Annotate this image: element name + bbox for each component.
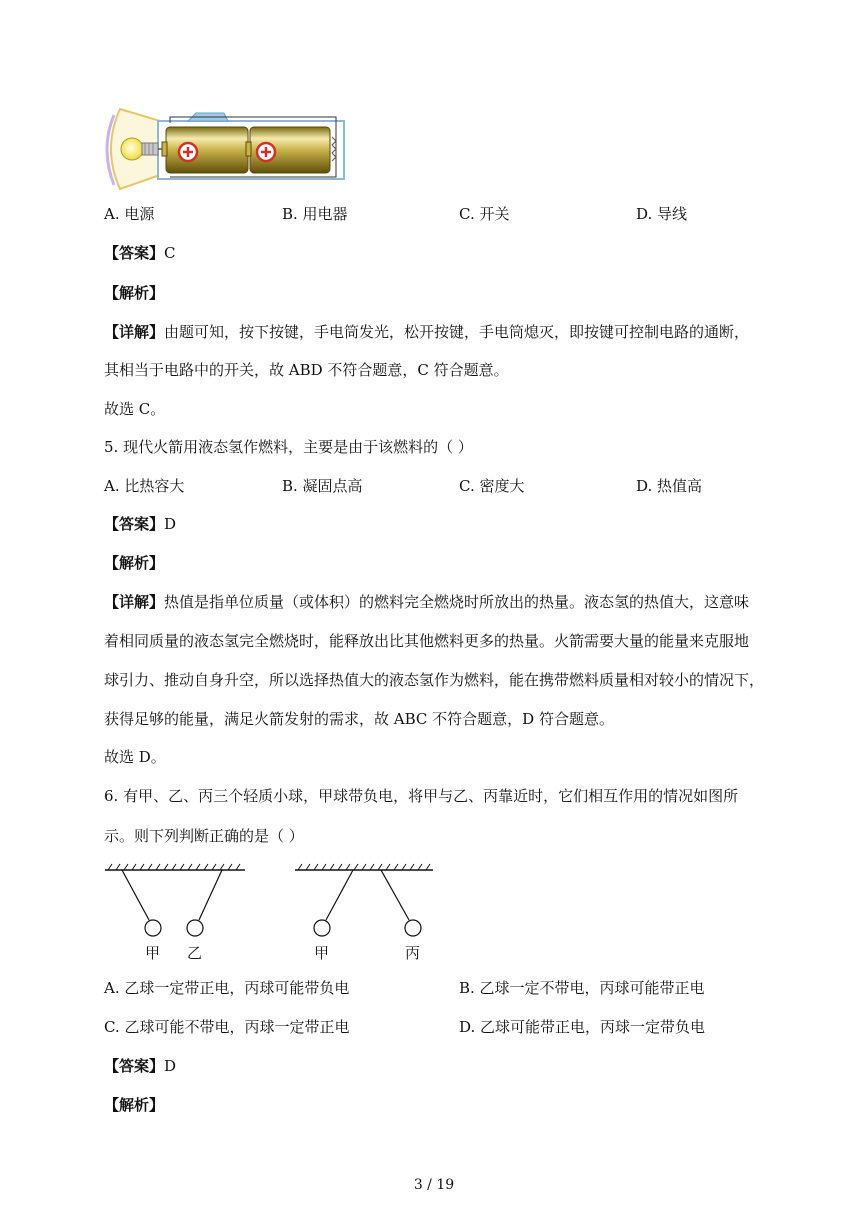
answer-label: 【答案】 [104,244,165,262]
detail-label: 【详解】 [104,593,165,611]
q4-detail-line-2: 其相当于电路中的开关，故 ABD 不符合题意，C 符合题意。 [104,361,509,379]
q5-option-d: D. 热值高 [636,477,703,495]
plus-icon [179,143,197,161]
answer-label: 【答案】 [104,515,165,533]
q5-detail-line-2: 着相同质量的液态氢完全燃烧时，能释放出比其他燃料更多的热量。火箭需要大量的能量来克服地 [104,632,750,650]
plus-icon [257,143,275,161]
q6-option-a: A. 乙球一定带正电，丙球可能带负电 [104,979,350,997]
detail-text: 由题可知，按下按键，手电筒发光，松开按键，手电筒熄灭，即按键可控制电路的通断， [164,323,750,341]
q6-question-line-2: 示。则下列判断正确的是（ ） [104,827,304,845]
q5-option-c: C. 密度大 [459,477,525,495]
q4-option-a: A. 电源 [104,205,155,223]
detail-text: 热值是指单位质量（或体积）的燃料完全燃烧时所放出的热量。液态氢的热值大，这意味 [164,593,750,611]
q4-analysis-label: 【解析】 [104,284,165,302]
q6-option-d: D. 乙球可能带正电，丙球一定带负电 [459,1018,706,1036]
charged-balls-figure [100,858,440,968]
flashlight-figure [100,105,350,195]
answer-value: C [164,244,176,262]
label-jia-left: 甲 [145,944,161,962]
q5-option-b: B. 凝固点高 [282,477,363,495]
q4-conclusion: 故选 C。 [104,400,166,418]
q5-detail-line-3: 球引力、推动自身升空，所以选择热值大的液态氢作为燃料，能在携带燃料质量相对较小的情况下， [104,671,765,689]
answer-value: D [164,1057,177,1075]
q5-question: 5. 现代火箭用液态氢作燃料，主要是由于该燃料的（ ） [104,438,473,456]
q4-answer [104,243,176,263]
answer-label: 【答案】 [104,1057,165,1075]
ball-jia-left [145,920,161,936]
page-number: 3 / 19 [413,1177,455,1193]
q4-option-c: C. 开关 [459,205,510,223]
q5-detail-line-1 [104,592,749,612]
q6-option-b: B. 乙球一定不带电，丙球可能带正电 [459,979,705,997]
bulb-icon [121,138,143,160]
q5-conclusion: 故选 D。 [104,748,166,766]
ceiling-left [105,864,245,870]
ball-yi [187,920,203,936]
q4-detail-line-1 [104,322,749,342]
q4-option-b: B. 用电器 [282,205,348,223]
ball-jia-right [314,920,330,936]
q5-detail-line-4: 获得足够的能量，满足火箭发射的需求，故 ABC 不符合题意，D 符合题意。 [104,710,614,728]
q6-analysis-label: 【解析】 [104,1096,165,1114]
q4-option-d: D. 导线 [636,205,688,223]
q6-question-line-1: 6. 有甲、乙、丙三个轻质小球，甲球带负电，将甲与乙、丙靠近时，它们相互作用的情况如图所 [104,787,739,805]
label-yi: 乙 [187,944,203,962]
q5-analysis-label: 【解析】 [104,554,165,572]
q6-answer [104,1056,176,1076]
ceiling-right [295,864,433,870]
q5-option-a: A. 比热容大 [104,477,185,495]
label-bing: 丙 [405,944,421,962]
answer-value: D [164,515,177,533]
label-jia-right: 甲 [314,944,330,962]
ball-bing [405,920,421,936]
q5-answer [104,514,176,534]
detail-label: 【详解】 [104,323,165,341]
q6-option-c: C. 乙球可能不带电，丙球一定带正电 [104,1018,350,1036]
